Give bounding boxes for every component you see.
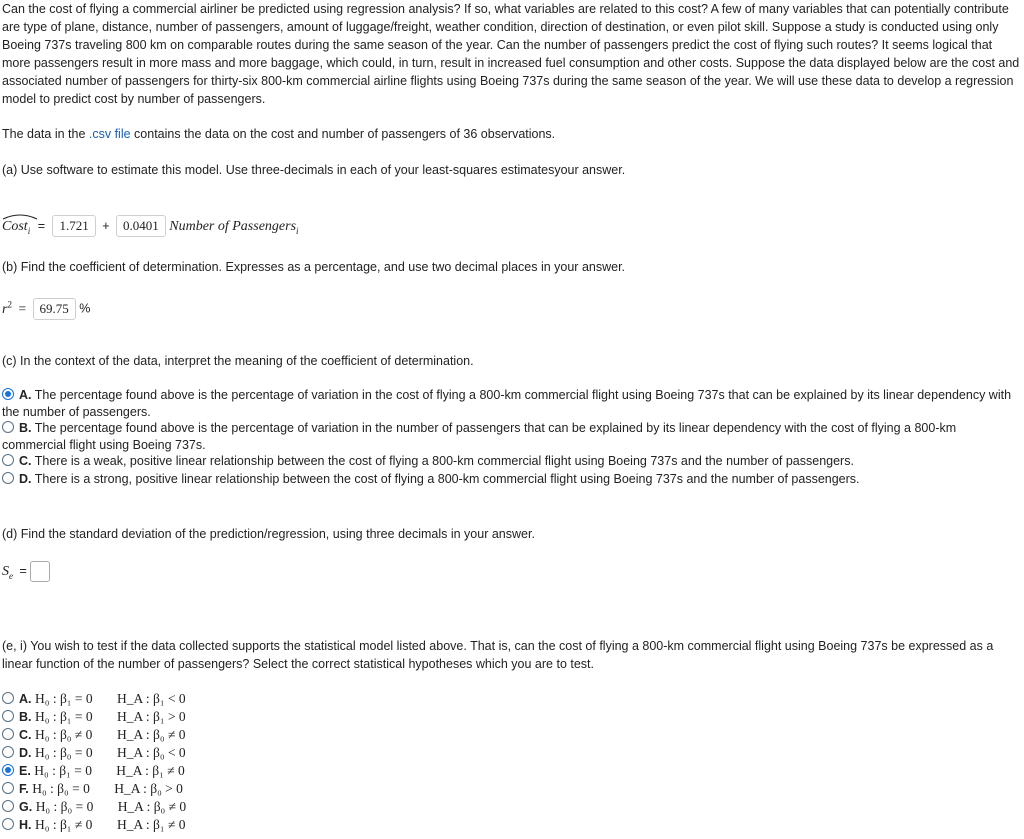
r-squared-label: $r^2$ bbox=[2, 299, 12, 317]
se-row bbox=[2, 562, 27, 585]
radio-selected-icon[interactable] bbox=[2, 764, 14, 776]
part-c-question: (c) In the context of the data, interpret the meaning of the coefficient of determination. bbox=[2, 354, 474, 368]
hat-icon bbox=[2, 213, 38, 220]
radio-icon[interactable] bbox=[2, 818, 14, 830]
intro-paragraph: Can the cost of flying a commercial airliner be predicted using regression analysis? If so, what variables are related to this cost? A few of many variables that can potentially contribute are type of plane, distance, number of passengers, amount of luggage/freight, weather condition, direction of destination, or even pilot skill. Suppose a study is conducted using only Boeing 737s traveling 800 km on comparable routes during the same season of the year. Can the number of passengers predict the cost of flying such routes? It seems logical that more passengers result in more mass and more baggage, which could, in turn, result in increased fuel consumption and other costs. Suppose the data displayed below are the cost and associated number of passengers for thirty-six 800-km commercial airline flights using Boeing 737s during the same season of the year. We will use these data to develop a regression model to predict cost by number of passengers. bbox=[2, 2, 1020, 106]
cost-hat-label: Cost$_i$ bbox=[2, 215, 30, 243]
equals-sign: = bbox=[37, 219, 45, 233]
radio-icon[interactable] bbox=[2, 746, 14, 758]
intercept-answer-box[interactable]: 1.721 bbox=[52, 215, 95, 237]
radio-icon[interactable] bbox=[2, 692, 14, 704]
part-e-question: (e, i) You wish to test if the data collected supports the statistical model listed above. That is, can the cost of flying a 800-km commercial flight using Boeing 737s be expressed as a linear function of the number of passengers? Select the correct statistical hypotheses which you are to test. bbox=[2, 639, 994, 671]
radio-icon[interactable] bbox=[2, 728, 14, 740]
data-note-before: The data in the bbox=[2, 127, 89, 141]
option-c-d[interactable]: D. There is a strong, positive linear relationship between the cost of flying a 800-km commercial flight using Boeing 737s and the number of passengers. bbox=[2, 471, 1020, 488]
part-b-question: (b) Find the coefficient of determination. Expresses as a percentage, and use two decimal places in your answer. bbox=[2, 260, 626, 274]
option-c-b[interactable]: B. The percentage found above is the percentage of variation in the number of passengers that can be explained by its linear dependency with the cost of flying a 800-km commercial flight using Boeing 737s. bbox=[2, 421, 957, 452]
radio-icon[interactable] bbox=[2, 710, 14, 722]
radio-icon[interactable] bbox=[2, 472, 14, 484]
se-answer-input[interactable] bbox=[30, 561, 50, 582]
radio-selected-icon[interactable] bbox=[2, 388, 14, 400]
hypothesis-option-b[interactable]: B. H₀ : β₁ = 0 H_A : β₁ > 0 bbox=[2, 708, 186, 726]
part-a-question: (a) Use software to estimate this model. Use three-decimals in each of your least-squares estimatesyour answer. bbox=[2, 163, 626, 177]
data-note bbox=[2, 125, 1020, 143]
radio-icon[interactable] bbox=[2, 800, 14, 812]
option-c-c[interactable]: C. There is a weak, positive linear relationship between the cost of flying a 800-km commercial flight using Boeing 737s and the number of passengers. bbox=[2, 453, 1020, 470]
option-c-a[interactable]: A. The percentage found above is the percentage of variation in the cost of flying a 800-km commercial flight using Boeing 737s that can be explained by its linear dependency with the number of passengers. bbox=[2, 388, 1012, 419]
radio-icon[interactable] bbox=[2, 421, 14, 433]
radio-icon[interactable] bbox=[2, 454, 14, 466]
hypothesis-option-a[interactable]: A. H₀ : β₁ = 0 H_A : β₁ < 0 bbox=[2, 690, 186, 708]
radio-icon[interactable] bbox=[2, 782, 14, 794]
r-squared-answer-box[interactable]: 69.75 bbox=[33, 298, 76, 320]
r-squared-row bbox=[2, 292, 90, 322]
hypothesis-option-d[interactable]: D. H₀ : β₀ = 0 H_A : β₀ < 0 bbox=[2, 744, 186, 762]
csv-file-link[interactable]: .csv file bbox=[88, 127, 131, 141]
hypothesis-option-f[interactable]: F. H₀ : β₀ = 0 H_A : β₀ > 0 bbox=[2, 780, 183, 798]
hypothesis-option-g[interactable]: G. H₀ : β₀ = 0 H_A : β₀ ≠ 0 bbox=[2, 798, 186, 816]
slope-answer-box[interactable]: 0.0401 bbox=[116, 215, 166, 237]
hypothesis-option-c[interactable]: C. H₀ : β₀ ≠ 0 H_A : β₀ ≠ 0 bbox=[2, 726, 185, 744]
percent-sign: % bbox=[79, 301, 91, 316]
plus-sign: + bbox=[102, 219, 110, 233]
equals-sign: = bbox=[19, 564, 27, 578]
part-d-question: (d) Find the standard deviation of the prediction/regression, using three decimals in your answer. bbox=[2, 527, 535, 541]
se-label: $S_e$ bbox=[2, 564, 13, 581]
variable-label: Number of Passengers$_i$ bbox=[169, 219, 299, 236]
regression-equation bbox=[2, 214, 299, 243]
data-note-after: contains the data on the cost and number of passengers of 36 observations. bbox=[130, 127, 556, 141]
equals-sign: = bbox=[18, 300, 27, 316]
hypothesis-option-e[interactable]: E. H₀ : β₁ = 0 H_A : β₁ ≠ 0 bbox=[2, 762, 185, 780]
hypothesis-option-h[interactable]: H. H₀ : β₁ ≠ 0 H_A : β₁ ≠ 0 bbox=[2, 816, 185, 834]
